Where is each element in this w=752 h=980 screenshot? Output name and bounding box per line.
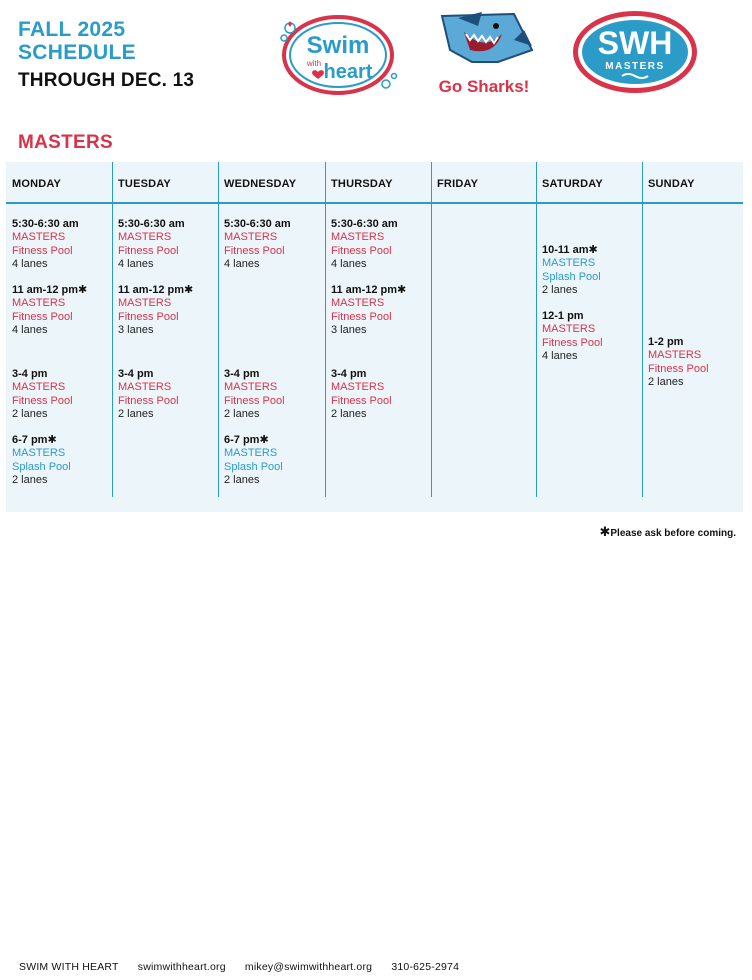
slot-program: MASTERS	[118, 231, 172, 244]
slot-lanes: 2 lanes	[118, 407, 154, 420]
day-label: SATURDAY	[542, 178, 603, 190]
slot-lanes: 4 lanes	[118, 257, 154, 270]
day-label: FRIDAY	[437, 178, 479, 190]
slot-program: MASTERS	[542, 323, 596, 336]
slot-program: MASTERS	[224, 381, 278, 394]
slot-lanes: 4 lanes	[331, 257, 367, 270]
schedule-slot	[12, 218, 79, 271]
column-divider	[536, 162, 537, 497]
swh-masters-logo	[570, 8, 700, 96]
slot-time: 5:30-6:30 am	[331, 218, 398, 230]
title-line-schedule: SCHEDULE	[18, 41, 136, 64]
slot-program: MASTERS	[118, 381, 172, 394]
swim-with-heart-logo	[276, 10, 400, 98]
section-title: MASTERS	[18, 132, 113, 153]
slot-time: 6-7 pm✱	[12, 434, 57, 446]
day-column-sunday	[642, 162, 748, 497]
slot-time: 3-4 pm	[331, 368, 367, 380]
day-label: THURSDAY	[331, 178, 393, 190]
schedule-subtitle: THROUGH DEC. 13	[18, 70, 195, 91]
slot-pool: Fitness Pool	[542, 336, 603, 349]
slot-pool: Fitness Pool	[224, 394, 285, 407]
slot-time: 3-4 pm	[12, 368, 48, 380]
slot-program: MASTERS	[12, 231, 66, 244]
slot-pool: Fitness Pool	[648, 362, 709, 375]
slot-lanes: 2 lanes	[224, 473, 260, 486]
slot-pool: Fitness Pool	[12, 244, 73, 257]
footer-org: SWIM WITH HEART	[19, 961, 119, 973]
logo-text-with: with	[306, 59, 322, 68]
slot-lanes: 3 lanes	[331, 323, 367, 336]
slot-time: 3-4 pm	[224, 368, 260, 380]
slot-pool: Fitness Pool	[224, 244, 285, 257]
slot-lanes: 2 lanes	[331, 407, 367, 420]
slot-lanes: 2 lanes	[224, 407, 260, 420]
slot-lanes: 4 lanes	[542, 349, 578, 362]
slot-program: MASTERS	[224, 231, 278, 244]
day-label: TUESDAY	[118, 178, 171, 190]
slot-program: MASTERS	[542, 257, 596, 270]
slot-time: 10-11 am✱	[542, 244, 598, 256]
title-line-season: FALL 2025	[18, 18, 126, 41]
schedule-slot	[542, 244, 601, 297]
slot-pool: Fitness Pool	[12, 310, 73, 323]
column-divider	[325, 162, 326, 497]
slot-pool: Fitness Pool	[331, 394, 392, 407]
slot-program: MASTERS	[331, 297, 385, 310]
column-divider	[112, 162, 113, 497]
slot-time: 5:30-6:30 am	[118, 218, 185, 230]
asterisk-icon: ✱	[599, 524, 611, 539]
slot-pool: Fitness Pool	[118, 394, 179, 407]
slot-time: 1-2 pm	[648, 336, 684, 348]
slot-time: 12-1 pm	[542, 310, 584, 322]
slot-program: MASTERS	[331, 231, 385, 244]
slot-pool: Fitness Pool	[331, 244, 392, 257]
slot-lanes: 2 lanes	[12, 407, 48, 420]
schedule-slot	[331, 284, 406, 337]
go-sharks-logo	[428, 10, 540, 98]
slot-program: MASTERS	[648, 349, 702, 362]
slot-lanes: 3 lanes	[118, 323, 154, 336]
slot-program: MASTERS	[12, 381, 66, 394]
slot-program: MASTERS	[118, 297, 172, 310]
logo-text-swim: Swim	[306, 32, 370, 59]
slot-program: MASTERS	[224, 447, 278, 460]
day-column-wednesday	[218, 162, 324, 497]
slot-program: MASTERS	[331, 381, 385, 394]
slot-lanes: 4 lanes	[12, 323, 48, 336]
slot-time: 5:30-6:30 am	[12, 218, 79, 230]
footer	[19, 961, 475, 973]
schedule-slot	[224, 218, 291, 271]
day-column-tuesday	[112, 162, 218, 497]
footer-email[interactable]: mikey@swimwithheart.org	[244, 961, 373, 973]
slot-time: 11 am-12 pm✱	[12, 284, 88, 296]
masters-logo-swh: SWH	[597, 25, 673, 61]
column-divider	[642, 162, 643, 497]
column-divider	[218, 162, 219, 497]
slot-program: MASTERS	[12, 447, 66, 460]
slot-pool: Splash Pool	[542, 270, 601, 283]
slot-time: 11 am-12 pm✱	[118, 284, 194, 296]
slot-pool: Fitness Pool	[331, 310, 392, 323]
day-label: SUNDAY	[648, 178, 695, 190]
slot-pool: Splash Pool	[12, 460, 71, 473]
footnote	[599, 524, 736, 540]
slot-lanes: 4 lanes	[224, 257, 260, 270]
slot-pool: Fitness Pool	[118, 244, 179, 257]
schedule-slot	[118, 218, 185, 271]
slot-time: 3-4 pm	[118, 368, 154, 380]
day-label: MONDAY	[12, 178, 62, 190]
slot-lanes: 2 lanes	[648, 375, 684, 388]
schedule-slot	[542, 310, 603, 363]
day-column-saturday	[536, 162, 642, 497]
slot-pool: Fitness Pool	[118, 310, 179, 323]
footer-website[interactable]: swimwithheart.org	[137, 961, 226, 973]
schedule-slot	[648, 336, 709, 389]
slot-time: 5:30-6:30 am	[224, 218, 291, 230]
slot-time: 11 am-12 pm✱	[331, 284, 407, 296]
schedule-slot	[224, 434, 283, 487]
schedule-slot	[331, 218, 398, 271]
slot-program: MASTERS	[12, 297, 66, 310]
schedule-slot	[118, 284, 193, 337]
column-divider	[431, 162, 432, 497]
slot-lanes: 2 lanes	[542, 283, 578, 296]
schedule-slot	[12, 368, 73, 421]
shark-caption: Go Sharks!	[438, 77, 530, 96]
schedule-table	[6, 162, 743, 512]
day-label: WEDNESDAY	[224, 178, 297, 190]
slot-time: 6-7 pm✱	[224, 434, 269, 446]
schedule-slot	[224, 368, 285, 421]
slot-pool: Splash Pool	[224, 460, 283, 473]
footer-phone: 310-625-2974	[391, 961, 460, 973]
footnote-text: Please ask before coming.	[610, 528, 736, 539]
schedule-title	[18, 18, 136, 64]
day-column-friday	[431, 162, 537, 497]
day-column-thursday	[325, 162, 431, 497]
schedule-slot	[12, 284, 87, 337]
day-column-monday	[6, 162, 112, 497]
schedule-slot	[12, 434, 71, 487]
logo-text-heart: heart	[323, 61, 373, 83]
schedule-slot	[118, 368, 179, 421]
masters-logo-label: MASTERS	[605, 61, 665, 72]
slot-lanes: 4 lanes	[12, 257, 48, 270]
slot-lanes: 2 lanes	[12, 473, 48, 486]
schedule-slot	[331, 368, 392, 421]
slot-pool: Fitness Pool	[12, 394, 73, 407]
